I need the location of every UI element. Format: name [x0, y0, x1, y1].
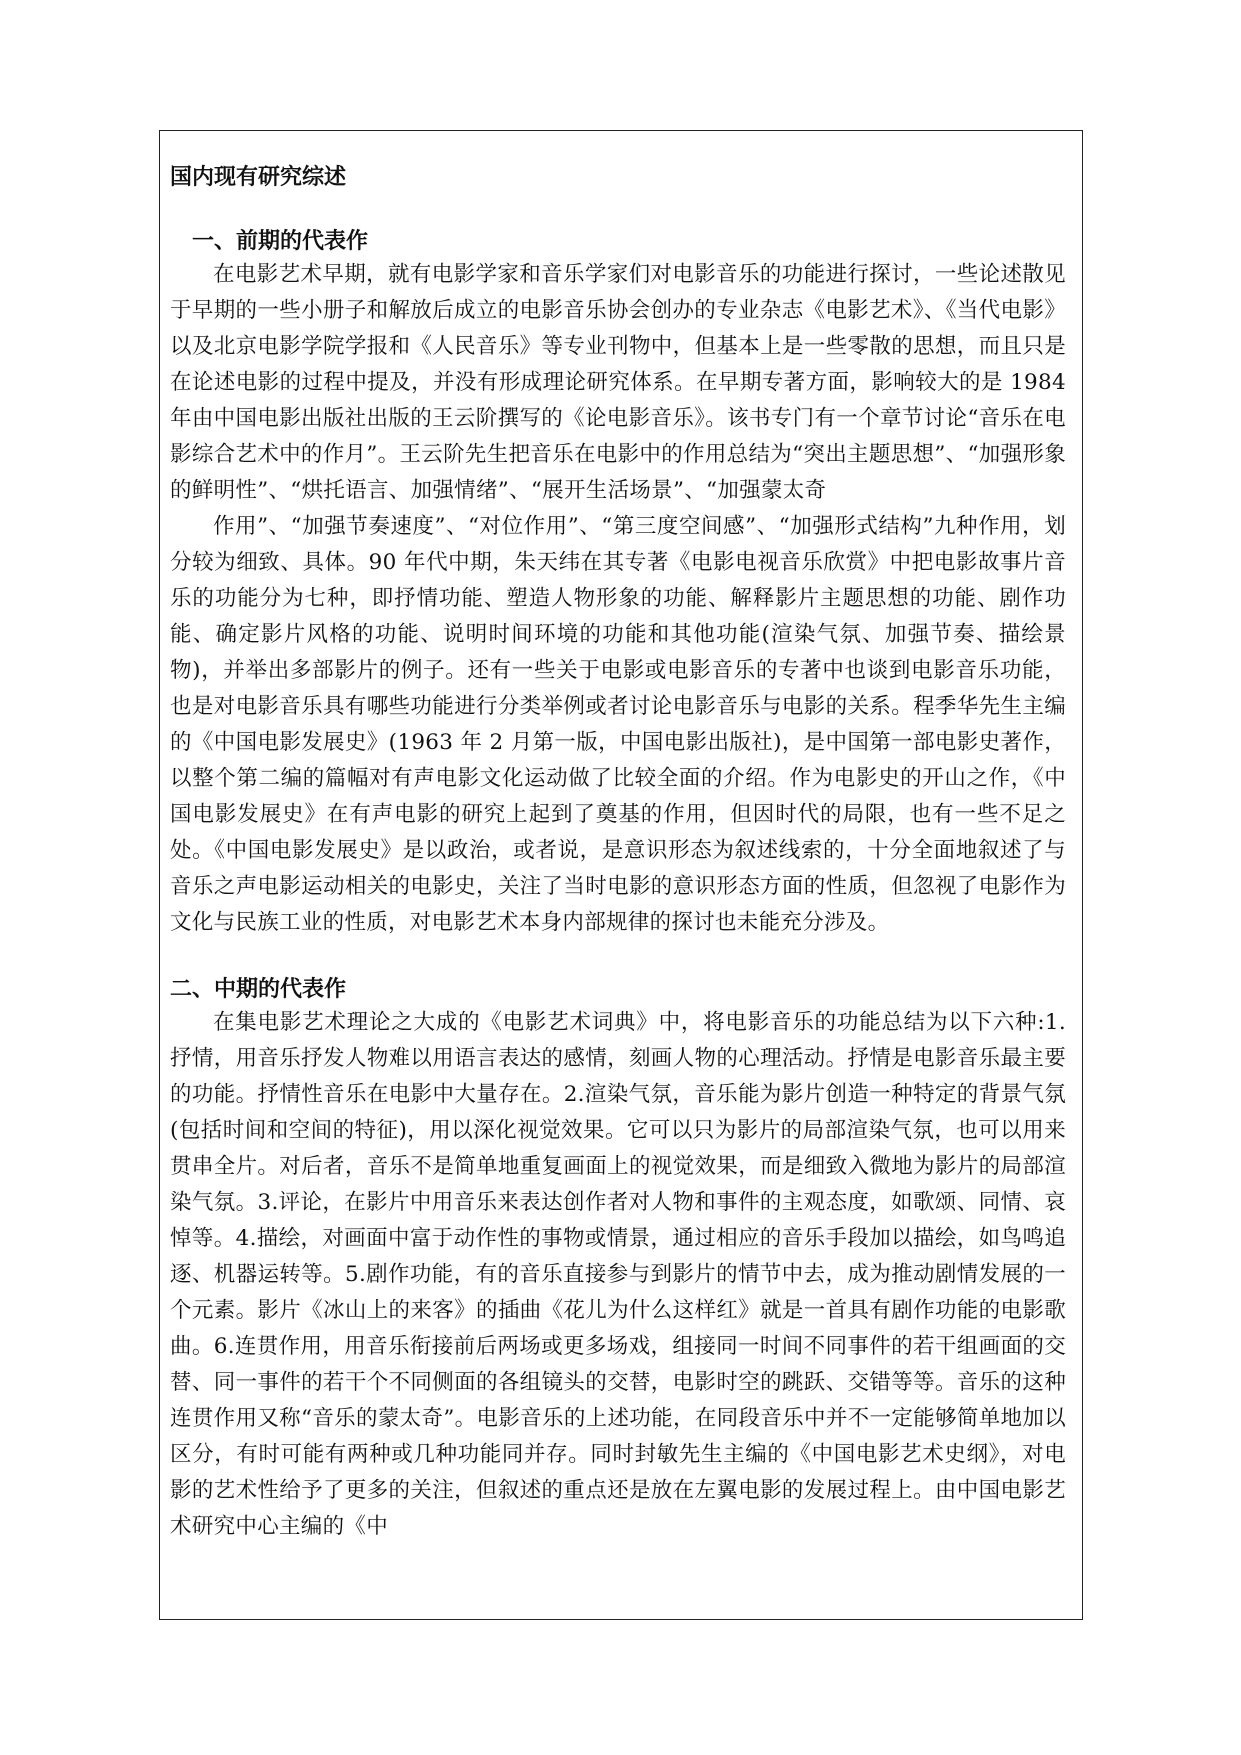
section-paragraph: 作用”、“加强节奏速度”、“对位作用”、“第三度空间感”、“加强形式结构”九种作用，划分较为细致、具体。90 年代中期，朱天纬在其专著《电影电视音乐欣赏》中把电影故事片音乐的功能分为七种，即抒情功能、塑造人物形象的功能、解释影片主题思想的功能、剧作功能、确定影片风格的功能、说明时间环境的功能和其他功能(渲染气氛、加强节奏、描绘景物)，并举出多部影片的例子。还有一些关于电影或电影音乐的专著中也谈到电影音乐功能，也是对电影音乐具有哪些功能进行分类举例或者讨论电影音乐与电影的关系。程季华先生主编的《中国电影发展史》(1963 年 2 月第一版，中国电影出版社)，是中国第一部电影史著作，以整个第二编的篇幅对有声电影文化运动做了比较全面的介绍。作为电影史的开山之作，《中国电影发展史》在有声电影的研究上起到了奠基的作用，但因时代的局限，也有一些不足之处。《中国电影发展史》是以政治，或者说，是意识形态为叙述线索的，十分全面地叙述了与音乐之声电影运动相关的电影史，关注了当时电影的意识形态方面的性质，但忽视了电影作为文化与民族工业的性质，对电影艺术本身内部规律的探讨也未能充分涉及。: [170, 514, 1066, 935]
document-frame: [159, 130, 1083, 1620]
document-title: 国内现有研究综述: [170, 165, 347, 190]
section-paragraph: 在电影艺术早期，就有电影学家和音乐学家们对电影音乐的功能进行探讨，一些论述散见于早期的一些小册子和解放后成立的电影音乐协会创办的专业杂志《电影艺术》、《当代电影》以及北京电影学院学报和《人民音乐》等专业刊物中，但基本上是一些零散的思想，而且只是在论述电影的过程中提及，并没有形成理论研究体系。在早期专著方面，影响较大的是 1984 年由中国电影出版社出版的王云阶撰写的《论电影音乐》。该书专门有一个章节讨论“音乐在电影综合艺术中的作月”。王云阶先生把音乐在电影中的作用总结为“突出主题思想”、“加强形象的鲜明性”、“烘托语言、加强情绪”、“展开生活场景”、“加强蒙太奇: [170, 262, 1066, 503]
section-heading: 一、前期的代表作: [192, 229, 369, 254]
section-heading: 二、中期的代表作: [170, 977, 347, 1002]
section-spacer: [170, 941, 1066, 975]
section-paragraph: 在集电影艺术理论之大成的《电影艺术词典》中，将电影音乐的功能总结为以下六种:1.抒情，用音乐抒发人物难以用语言表达的感情，刻画人物的心理活动。抒情是电影音乐最主要的功能。抒情性音乐在电影中大量存在。2.渲染气氛，音乐能为影片创造一种特定的背景气氛(包括时间和空间的特征)，用以深化视觉效果。它可以只为影片的局部渲染气氛，也可以用来贯串全片。对后者，音乐不是简单地重复画面上的视觉效果，而是细致入微地为影片的局部渲染气氛。3.评论，在影片中用音乐来表达创作者对人物和事件的主观态度，如歌颂、同情、哀悼等。4.描绘，对画面中富于动作性的事物或情景，通过相应的音乐手段加以描绘，如鸟鸣追逐、机器运转等。5.剧作功能，有的音乐直接参与到影片的情节中去，成为推动剧情发展的一个元素。影片《冰山上的来客》的插曲《花儿为什么这样红》就是一首具有剧作功能的电影歌曲。6.连贯作用，用音乐衔接前后两场或更多场戏，组接同一时间不同事件的若干组画面的交替、同一事件的若干个不同侧面的各组镜头的交替，电影时空的跳跃、交错等等。音乐的这种连贯作用又称“音乐的蒙太奇”。电影音乐的上述功能，在同段音乐中并不一定能够简单地加以区分，有时可能有两种或几种功能同并存。同时封敏先生主编的《中国电影艺术史纲》，对电影的艺术性给予了更多的关注，但叙述的重点还是放在左翼电影的发展过程上。由中国电影艺术研究中心主编的《中: [170, 1010, 1066, 1539]
section-early-works: [170, 227, 1066, 941]
section-middle-works: [170, 975, 1066, 1545]
document-content: [170, 163, 1066, 1545]
